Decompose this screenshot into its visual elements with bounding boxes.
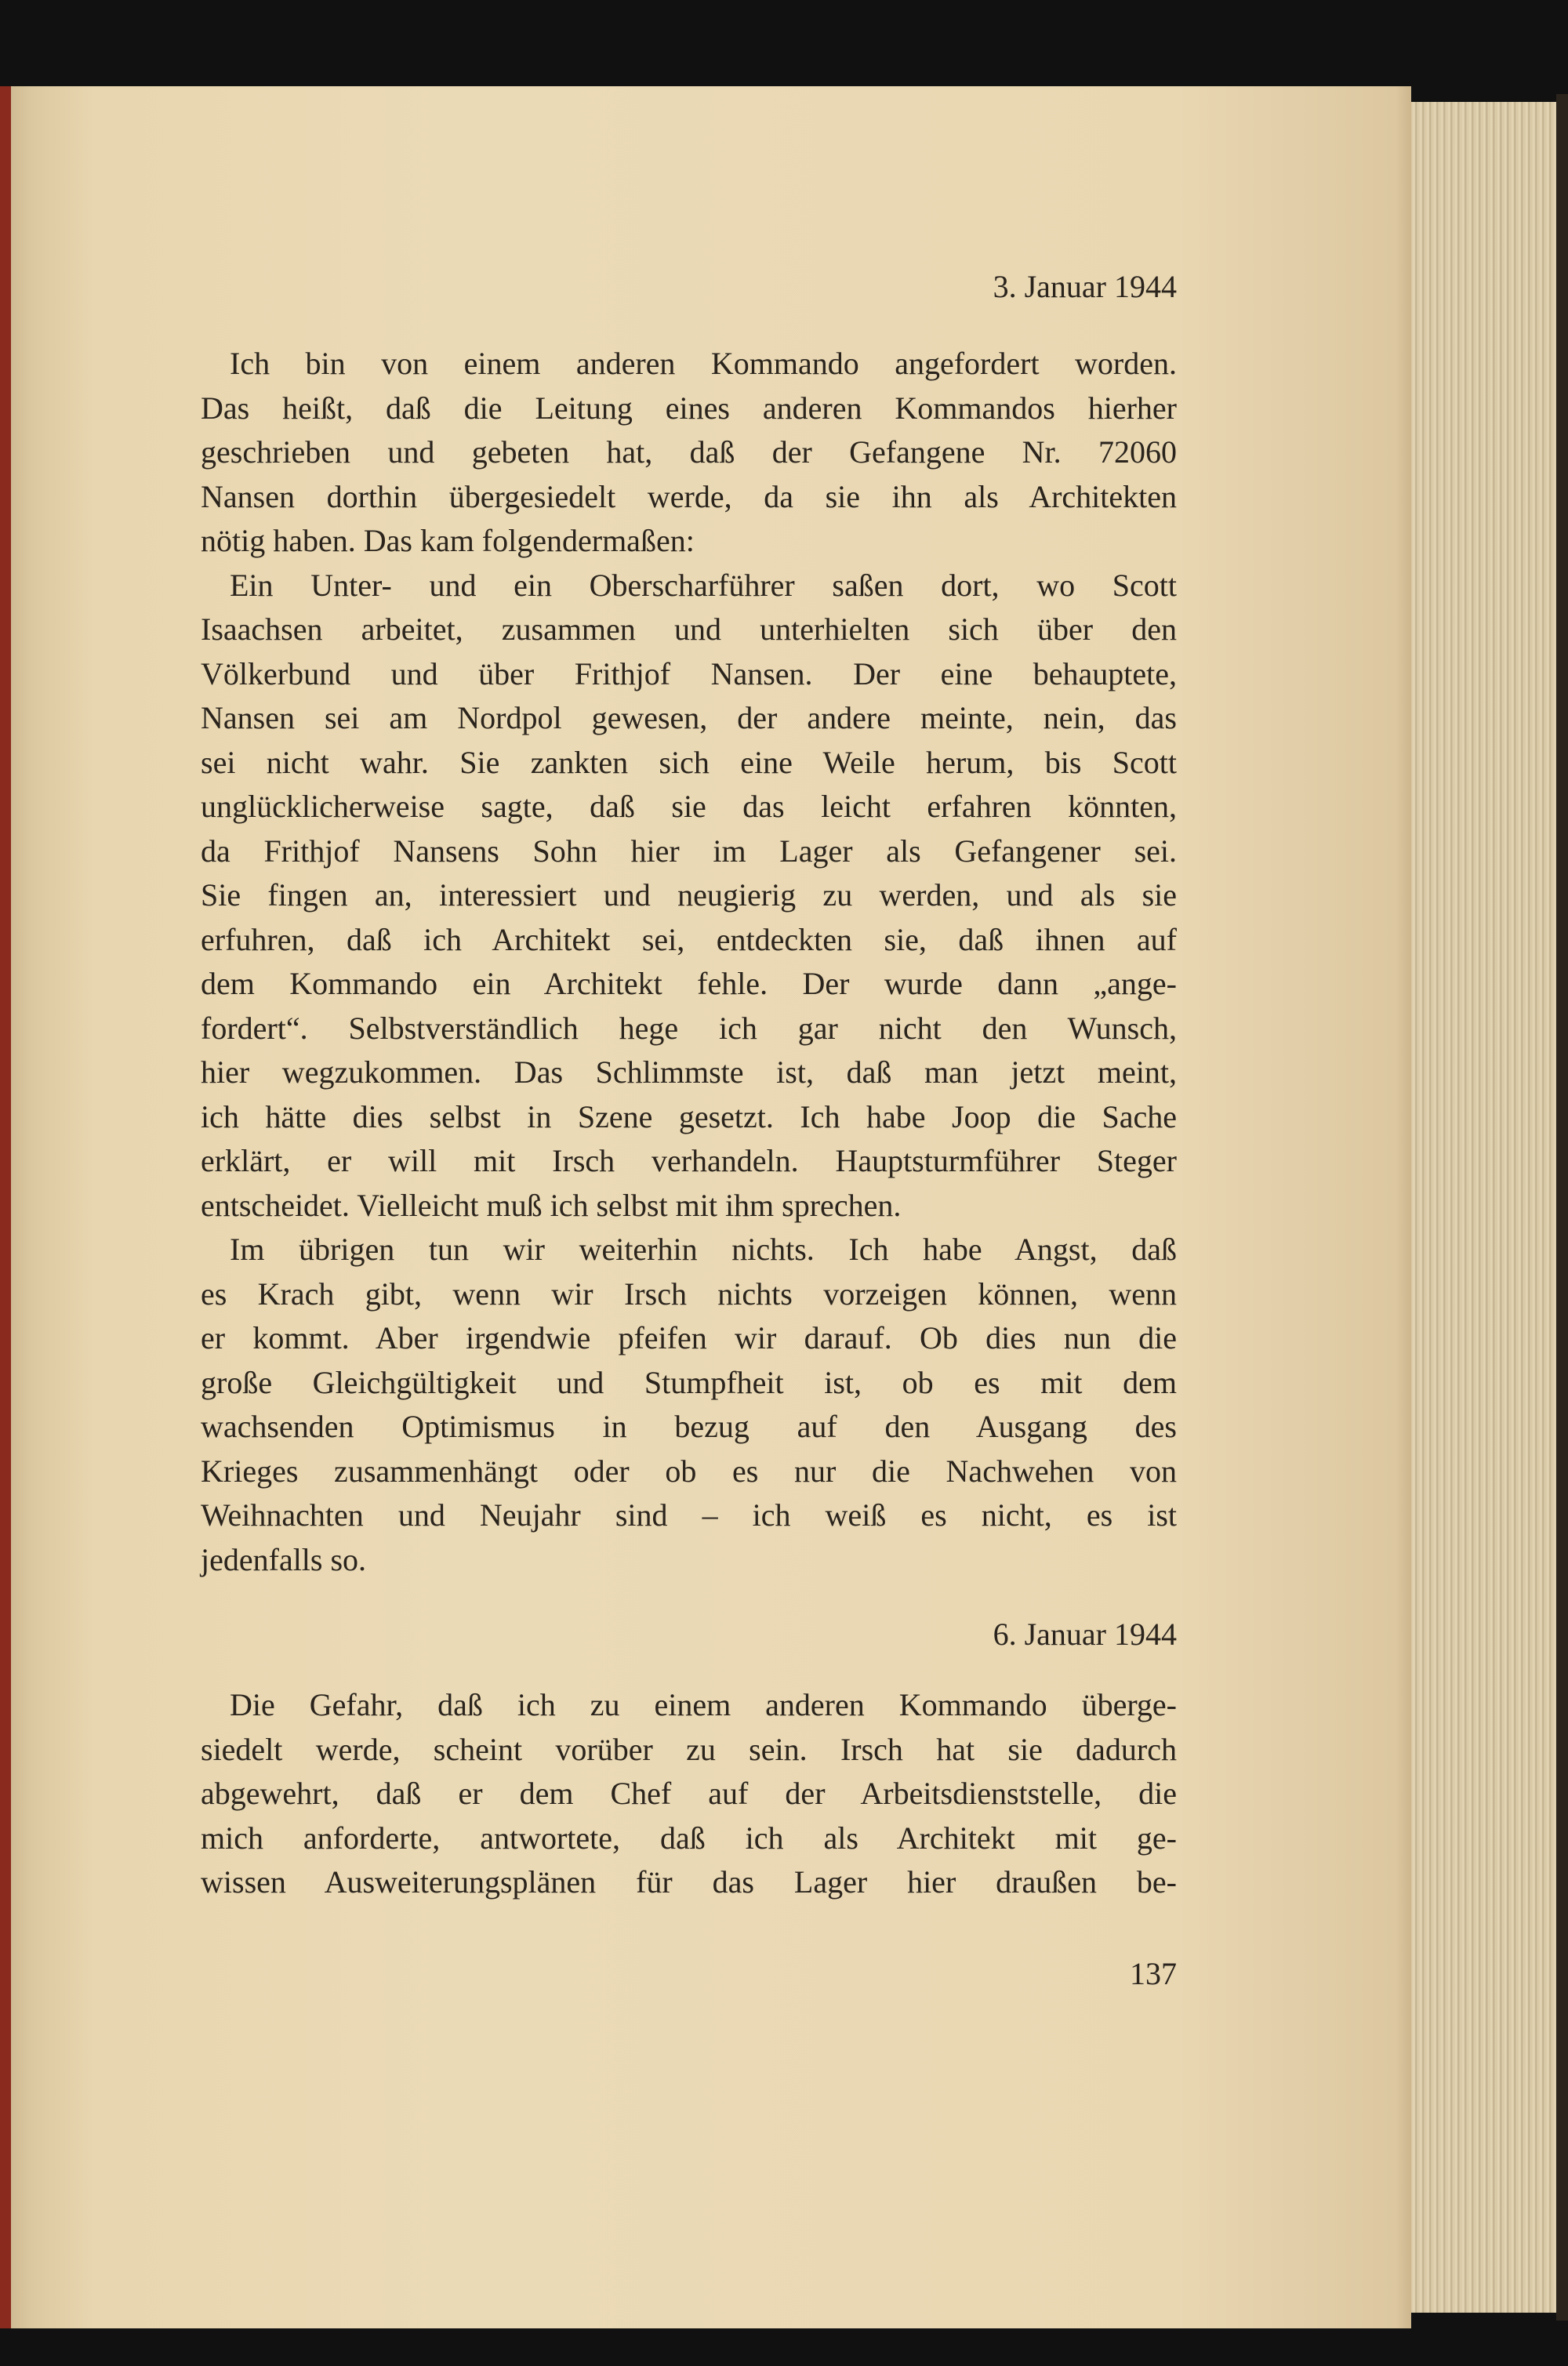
- page-number: 137: [1130, 1956, 1177, 1991]
- text-line: dem Kommando ein Architekt fehle. Der wurde dann „ange-: [201, 966, 1177, 1001]
- text-line: abgewehrt, daß er dem Chef auf der Arbeitsdienststelle, die: [201, 1776, 1177, 1811]
- text-line: Isaachsen arbeitet, zusammen und unterhielten sich über den: [201, 611, 1177, 647]
- text-line: sei nicht wahr. Sie zankten sich eine Weile herum, bis Scott: [201, 745, 1177, 780]
- text-line: Sie fingen an, interessiert und neugierig zu werden, und als sie: [201, 877, 1177, 913]
- text-line: wissen Ausweiterungsplänen für das Lager hier draußen be-: [201, 1864, 1177, 1900]
- text-line: Ich bin von einem anderen Kommando angefordert worden.: [230, 346, 1177, 381]
- text-line: fordert“. Selbstverständlich hege ich gar nicht den Wunsch,: [201, 1011, 1177, 1046]
- text-line: Ein Unter- und ein Oberscharführer saßen dort, wo Scott: [230, 568, 1177, 603]
- text-line: Nansen dorthin übergesiedelt werde, da sie ihn als Architekten: [201, 479, 1177, 514]
- text-line: Das heißt, daß die Leitung eines anderen Kommandos hierher: [201, 390, 1177, 426]
- page-edges-stack: [1411, 102, 1556, 2313]
- text-line: da Frithjof Nansens Sohn hier im Lager als Gefangener sei.: [201, 833, 1177, 869]
- text-line: siedelt werde, scheint vorüber zu sein. Irsch hat sie dadurch: [201, 1732, 1177, 1767]
- text-line: Die Gefahr, daß ich zu einem anderen Kommando überge-: [230, 1687, 1177, 1722]
- text-line: Weihnachten und Neujahr sind – ich weiß es nicht, es ist: [201, 1497, 1177, 1533]
- text-line: Im übrigen tun wir weiterhin nichts. Ich habe Angst, daß: [230, 1232, 1177, 1267]
- text-line: Nansen sei am Nordpol gewesen, der andere meinte, nein, das: [201, 700, 1177, 735]
- entry-date: 3. Januar 1944: [993, 269, 1177, 304]
- text-line: mich anforderte, antwortete, daß ich als Architekt mit ge-: [201, 1820, 1177, 1856]
- text-line: ich hätte dies selbst in Szene gesetzt. Ich habe Joop die Sache: [201, 1099, 1177, 1134]
- text-line: erfuhren, daß ich Architekt sei, entdeckten sie, daß ihnen auf: [201, 922, 1177, 957]
- book-cover-edge: [1556, 94, 1568, 2321]
- text-line: Völkerbund und über Frithjof Nansen. Der eine behauptete,: [201, 656, 1177, 691]
- text-line: unglücklicherweise sagte, daß sie das leicht erfahren könnten,: [201, 789, 1177, 824]
- text-line: erklärt, er will mit Irsch verhandeln. Hauptsturmführer Steger: [201, 1143, 1177, 1178]
- text-line: entscheidet. Vielleicht muß ich selbst mit ihm sprechen.: [201, 1188, 902, 1223]
- text-line: es Krach gibt, wenn wir Irsch nichts vorzeigen können, wenn: [201, 1276, 1177, 1312]
- text-line: große Gleichgültigkeit und Stumpfheit ist, ob es mit dem: [201, 1365, 1177, 1400]
- entry-date: 6. Januar 1944: [993, 1617, 1177, 1652]
- text-line: er kommt. Aber irgendwie pfeifen wir darauf. Ob dies nun die: [201, 1320, 1177, 1355]
- text-line: Krieges zusammenhängt oder ob es nur die Nachwehen von: [201, 1453, 1177, 1489]
- text-line: hier wegzukommen. Das Schlimmste ist, daß man jetzt meint,: [201, 1054, 1177, 1090]
- text-line: nötig haben. Das kam folgendermaßen:: [201, 523, 695, 558]
- text-line: jedenfalls so.: [201, 1542, 367, 1577]
- binding-edge: [0, 86, 11, 2328]
- text-line: wachsenden Optimismus in bezug auf den Ausgang des: [201, 1409, 1177, 1444]
- text-line: geschrieben und gebeten hat, daß der Gefangene Nr. 72060: [201, 434, 1177, 470]
